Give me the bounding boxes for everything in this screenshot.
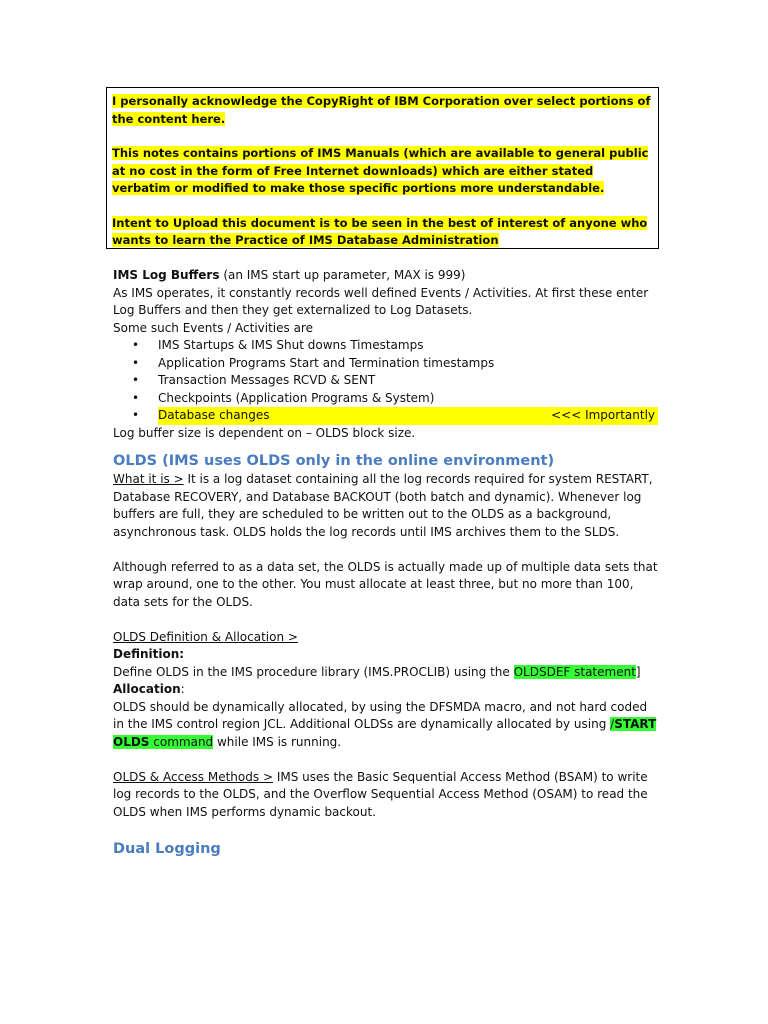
importantly-note: <<< Importantly — [551, 408, 655, 422]
what-it-is-label: What it is > — [113, 472, 184, 486]
olds-heading: OLDS (IMS uses OLDS only in the online environment) — [113, 453, 555, 469]
list-item: • Transaction Messages RCVD & SENT — [132, 373, 376, 387]
definition-label: Definition: — [113, 647, 185, 661]
start-olds-highlight: /START OLDS command — [113, 717, 657, 749]
log-buffers-title: IMS Log Buffers — [113, 268, 220, 282]
copyright-notice-box — [106, 87, 659, 249]
olds-wrap-paragraph: Although referred to as a data set, the OLDS is actually made up of multiple data sets that wrap around, one to the other. You must allocate at least three, but no more than 100, data sets for the OLDS. — [113, 559, 658, 609]
allocation-text: OLDS should be dynamically allocated, by using the DFSMDA macro, and not hard coded in the IMS control region JCL. Additional OLDSs are dynamically allocated by using /START OLDS command while IMS is running. — [113, 699, 657, 749]
olds-what-it-is: What it is > It is a log dataset containing all the log records required for system RESTART, Database RECOVERY, and Database BACKOUT (both batch and dynamic). Whenever log buffers are full, they are scheduled to be written out to the OLDS as a background, asynchronous task. OLDS holds the log records until IMS archives them to the SLDS. — [113, 472, 653, 539]
dual-logging-heading: Dual Logging — [113, 841, 221, 857]
document-content — [113, 267, 658, 859]
def-alloc-label: OLDS Definition & Allocation > — [113, 629, 298, 644]
list-item: • IMS Startups & IMS Shut downs Timestamps — [132, 338, 424, 352]
allocation-label: Allocation — [113, 682, 181, 696]
oldsdef-highlight: OLDSDEF statement — [513, 664, 636, 679]
definition-text: Define OLDS in the IMS procedure library (IMS.PROCLIB) using the OLDSDEF statement] — [113, 664, 641, 679]
allocation-label-line: Allocation: — [113, 682, 185, 696]
notice-paragraph-3: Intent to Upload this document is to be seen in the best of interest of anyone who wants to learn the Practice of IMS Database Administration — [112, 215, 648, 247]
notice-paragraph-2: This notes contains portions of IMS Manuals (which are available to general public at no cost in the form of Free Internet downloads) which are either stated verbatim or modified to make those specific portions more understandable. — [112, 146, 649, 195]
notice-paragraph-1: I personally acknowledge the CopyRight of IBM Corporation over select portions of the content here. — [112, 94, 651, 126]
events-intro: Some such Events / Activities are — [113, 320, 313, 335]
list-item: • Checkpoints (Application Programs & System) — [132, 390, 435, 405]
list-item: • Application Programs Start and Termination timestamps — [132, 355, 495, 370]
list-item-highlighted: • Database changes <<< Importantly — [158, 407, 658, 425]
events-list — [113, 337, 658, 425]
buffer-size-note: Log buffer size is dependent on – OLDS block size. — [113, 425, 416, 440]
log-buffers-intro: As IMS operates, it constantly records well defined Events / Activities. At first these enter Log Buffers and then they get externalized to Log Datasets. — [113, 285, 649, 317]
access-methods-paragraph: OLDS & Access Methods > IMS uses the Basic Sequential Access Method (BSAM) to write log records to the OLDS, and the Overflow Sequential Access Method (OSAM) to read the OLDS when IMS performs dynamic backout. — [113, 769, 648, 819]
log-buffers-title-line — [113, 267, 658, 285]
log-buffers-title-note: (an IMS start up parameter, MAX is 999) — [219, 268, 466, 282]
access-methods-label: OLDS & Access Methods > — [113, 769, 273, 784]
